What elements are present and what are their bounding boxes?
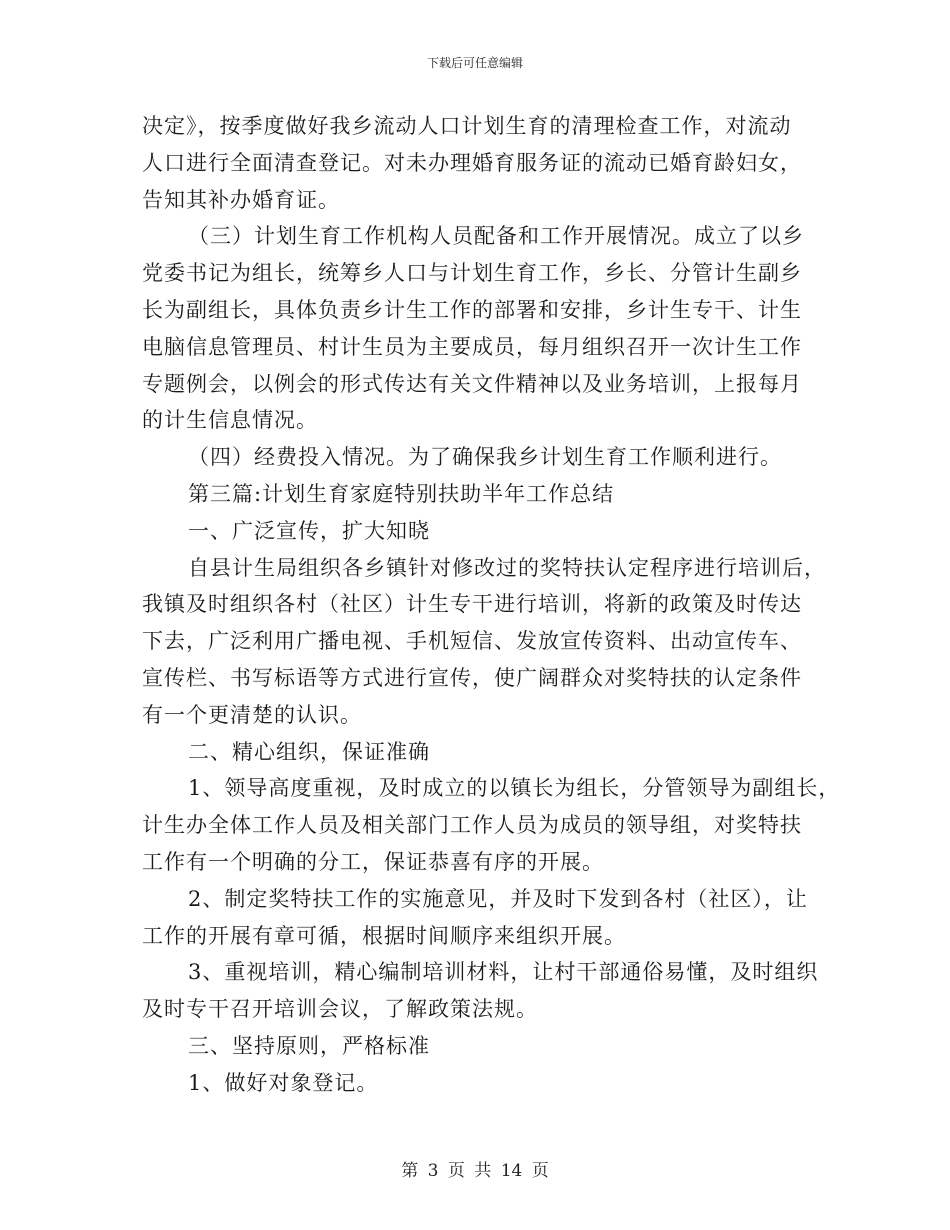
text-line: 告知其补办婚育证。 (142, 187, 340, 212)
text-line: 党委书记为组长，统筹乡人口与计划生育工作，乡长、分管计生副乡 (142, 261, 802, 286)
text-line: 下去，广泛利用广播电视、手机短信、发放宣传资料、出动宣传车、 (142, 629, 802, 654)
text-line: 一、广泛宣传，扩大知晓 (188, 518, 430, 543)
text-line: 我镇及时组织各村（社区）计生专干进行培训，将新的政策及时传达 (142, 592, 802, 617)
text-line: （四）经费投入情况。为了确保我乡计划生育工作顺利进行。 (188, 445, 782, 470)
text-line: 二、精心组织，保证准确 (188, 739, 430, 764)
text-line: 2、制定奖特扶工作的实施意见，并及时下发到各村（社区），让 (188, 886, 808, 911)
text-line: 的计生信息情况。 (142, 408, 318, 433)
text-line: （三）计划生育工作机构人员配备和工作开展情况。成立了以乡 (188, 224, 804, 249)
text-line: 3、重视培训，精心编制培训材料，让村干部通俗易懂，及时组织 (188, 960, 819, 985)
text-line: 长为副组长，具体负责乡计生工作的部署和安排，乡计生专干、计生 (142, 297, 802, 322)
text-line: 人口进行全面清查登记。对未办理婚育服务证的流动已婚育龄妇女， (142, 150, 802, 175)
text-line: 工作的开展有章可循，根据时间顺序来组织开展。 (142, 923, 626, 948)
text-line: 决定》，按季度做好我乡流动人口计划生育的清理检查工作，对流动 (142, 114, 792, 138)
text-line: 三、坚持原则，严格标准 (188, 1033, 430, 1058)
document-body (142, 108, 841, 1102)
text-line: 及时专干召开培训会议，了解政策法规。 (142, 997, 538, 1022)
text-line: 1、做好对象登记。 (188, 1070, 379, 1095)
text-line: 宣传栏、书写标语等方式进行宣传，使广阔群众对奖特扶的认定条件 (142, 665, 802, 690)
text-line: 1、领导高度重视，及时成立的以镇长为组长，分管领导为副组长， (188, 776, 841, 801)
text-line: 电脑信息管理员、村计生员为主要成员，每月组织召开一次计生工作 (142, 334, 802, 359)
text-line: 自县计生局组织各乡镇针对修改过的奖特扶认定程序进行培训后， (188, 555, 826, 580)
text-line: 计生办全体工作人员及相关部门工作人员为成员的领导组，对奖特扶 (142, 813, 802, 838)
text-line: 工作有一个明确的分工，保证恭喜有序的开展。 (142, 849, 604, 874)
page-header: 下载后可任意编辑 (426, 56, 523, 70)
page-footer: 第 3 页 共 14 页 (401, 1161, 549, 1181)
text-line: 专题例会，以例会的形式传达有关文件精神以及业务培训，上报每月 (142, 371, 802, 396)
text-line: 第三篇:计划生育家庭特别扶助半年工作总结 (188, 481, 615, 506)
text-line: 有一个更清楚的认识。 (142, 702, 362, 727)
